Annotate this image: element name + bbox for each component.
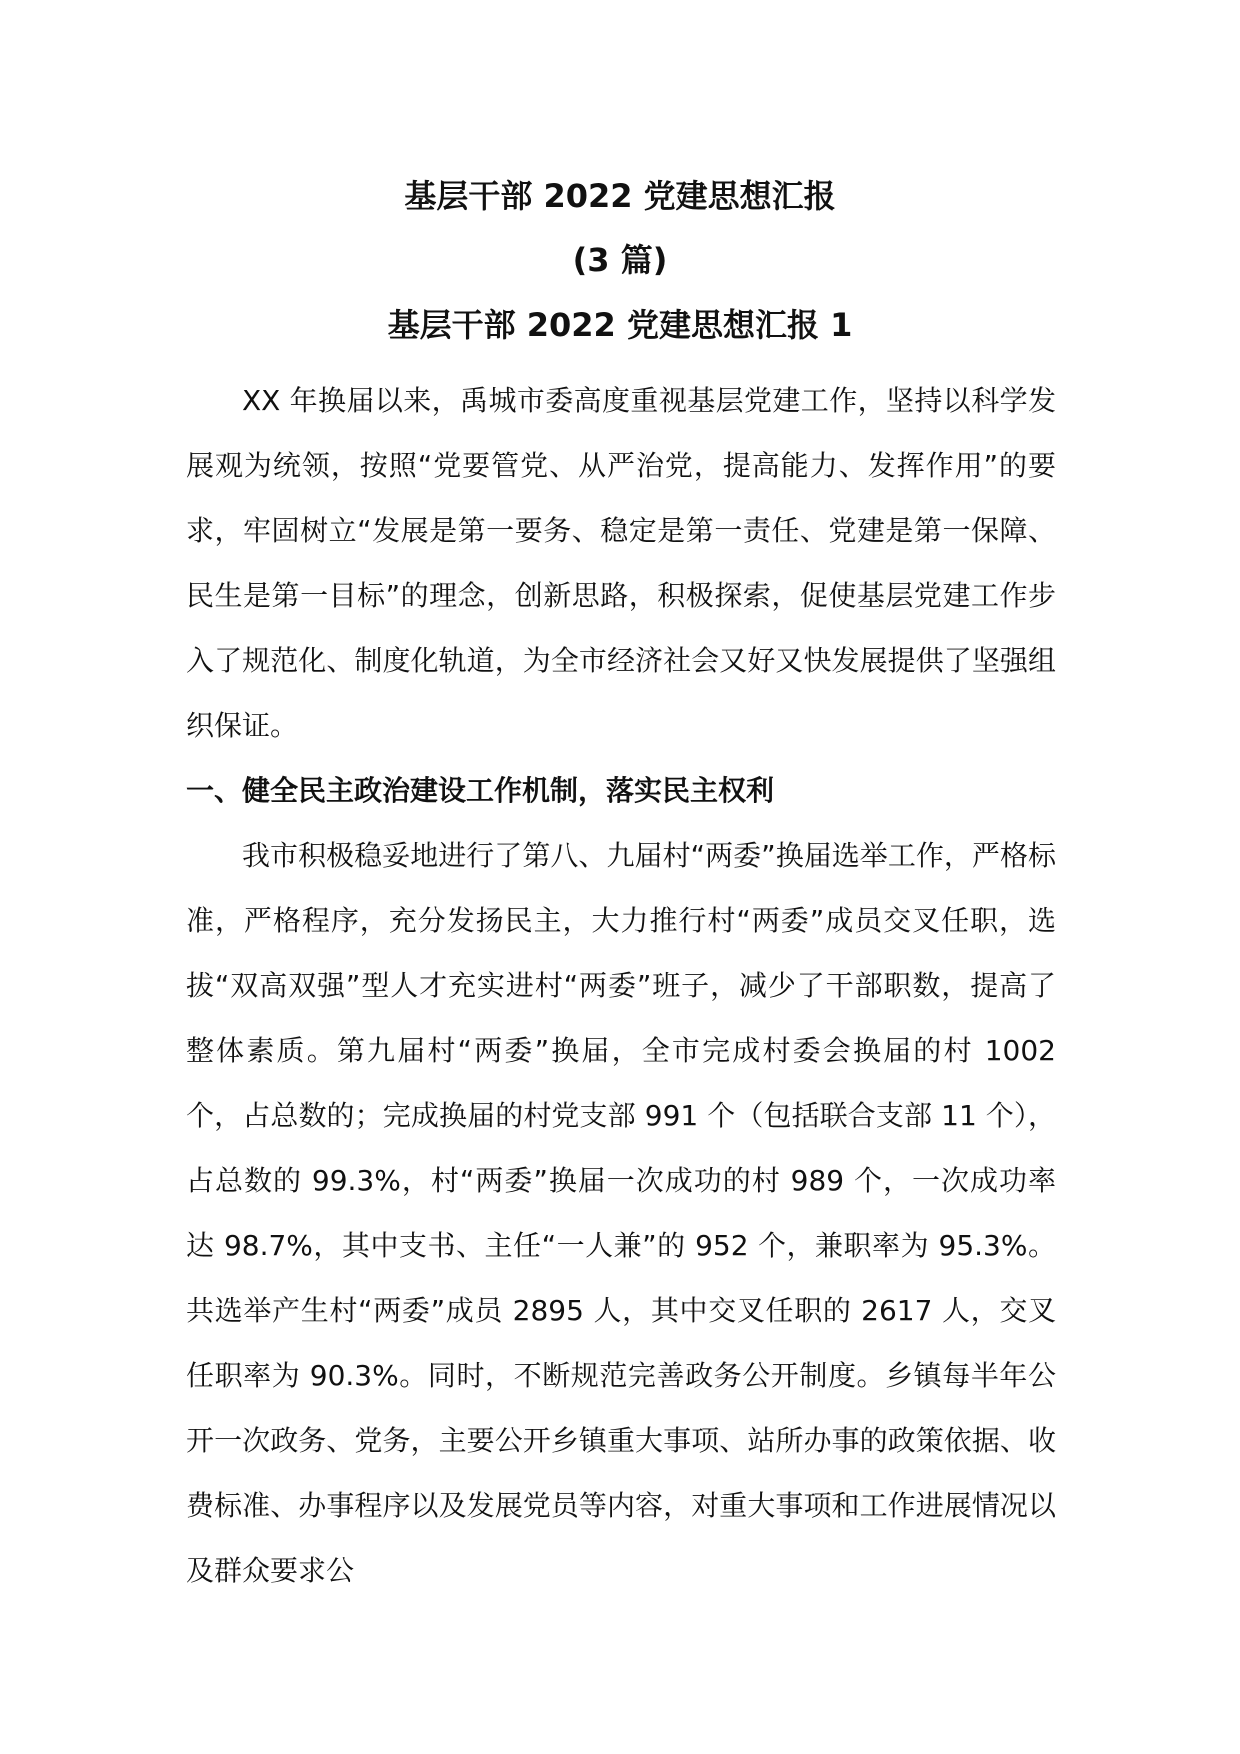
- document-body: [186, 368, 1056, 1603]
- section-title: 基层干部 2022 党建思想汇报 1: [387, 306, 853, 344]
- intro-paragraph: XX 年换届以来，禹城市委高度重视基层党建工作，坚持以科学发展观为统领，按照“党要管党、从严治党，提高能力、发挥作用”的要求，牢固树立“发展是第一要务、稳定是第一责任、党建是第一保障、民生是第一目标”的理念，创新思路，积极探索，促使基层党建工作步入了规范化、制度化轨道，为全市经济社会又好又快发展提供了坚强组织保证。: [186, 384, 1056, 742]
- document-title: 基层干部 2022 党建思想汇报: [404, 177, 836, 215]
- body-paragraph-2: 我市积极稳妥地进行了第八、九届村“两委”换届选举工作，严格标准，严格程序，充分发扬民主，大力推行村“两委”成员交叉任职，选拔“双高双强”型人才充实进村“两委”班子，减少了干部职数，提高了整体素质。第九届村“两委”换届，全市完成村委会换届的村 1002 个，占总数的；完成换届的村党支部 991 个（包括联合支部 11 个），占总数的 99.3%，村“两委”换届一次成功的村 989 个，一次成功率达 98.7%，其中支书、主任“一人兼”的 952 个，兼职率为 95.3%。共选举产生村“两委”成员 2895 人，其中交叉任职的 2617 人，交叉任职率为 90.3%。同时，不断规范完善政务公开制度。乡镇每半年公开一次政务、党务，主要公开乡镇重大事项、站所办事的政策依据、收费标准、办事程序以及发展党员等内容，对重大事项和工作进展情况以及群众要求公: [186, 839, 1056, 1587]
- document-subtitle: (3 篇): [572, 241, 668, 279]
- section-heading-1: 一、健全民主政治建设工作机制，落实民主权利: [186, 774, 775, 807]
